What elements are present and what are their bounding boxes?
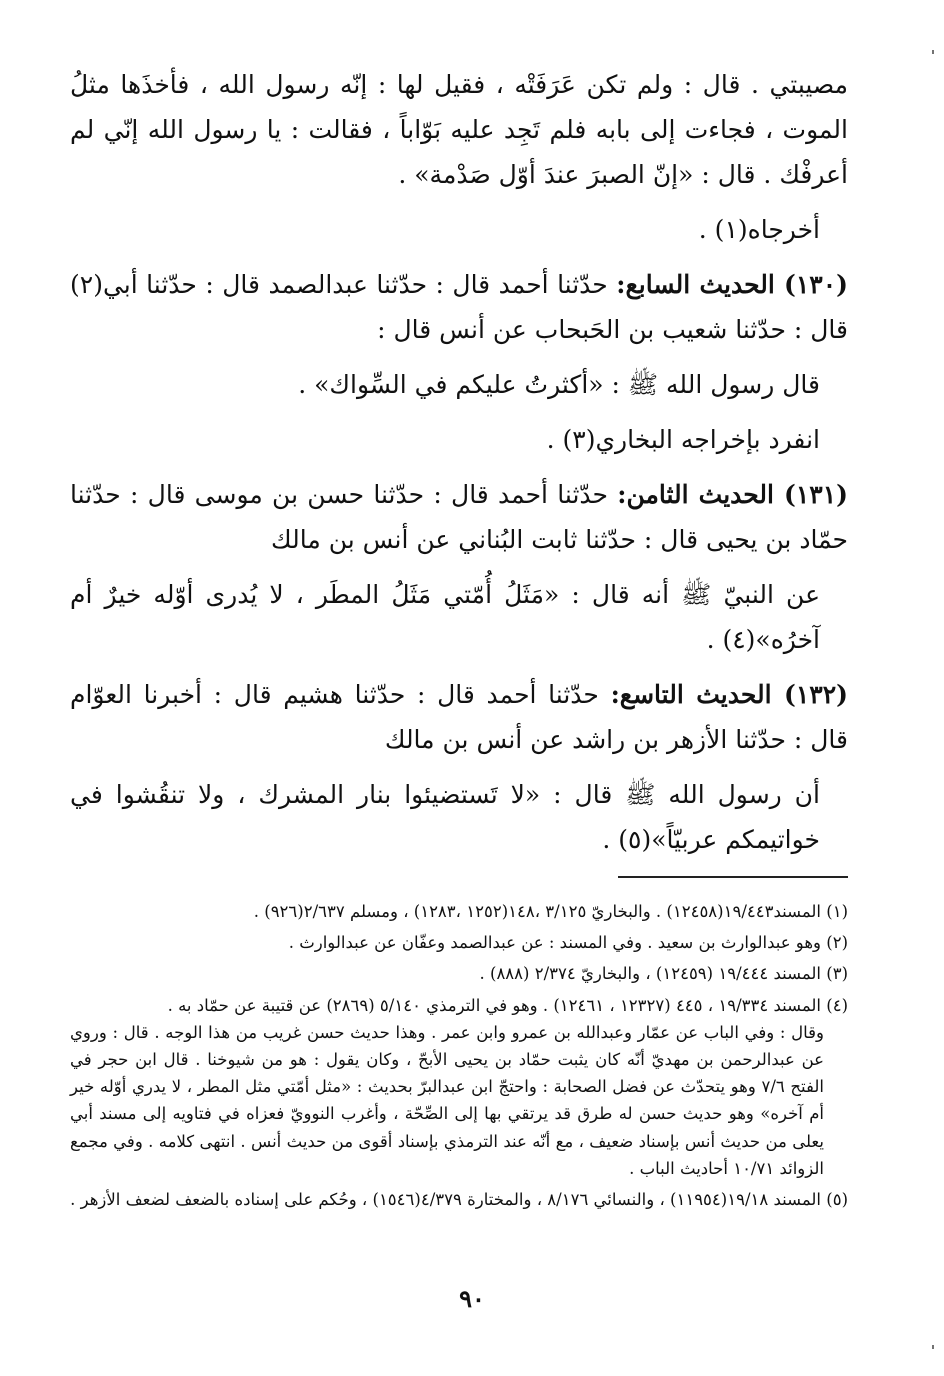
hadith-131-isnad <box>70 472 848 562</box>
paragraph-text: أن رسول الله ﷺ قال : «لا تَستضيئوا بنار المشرك ، ولا تنقُشوا في خواتيمكم عربيّاً»(٥) . <box>70 780 820 854</box>
paragraph-text: أخرجاه(١) . <box>698 215 820 244</box>
hadith-130-isnad <box>70 262 848 352</box>
footnote-number: (٣) <box>826 964 848 984</box>
hadith-heading: (١٣٠) الحديث السابع: <box>616 270 848 299</box>
hadith-132-matn <box>70 772 848 862</box>
footnote-number: (٢) <box>826 933 848 953</box>
footnote-4 <box>70 992 848 1182</box>
page-number: ٩٠ <box>459 1284 485 1313</box>
footnote-text: المسند١٩/٤٤٣(١٢٤٥٨) . والبخاريّ ٣/١٢٥ ،١٤٨(١٢٥٢ ،١٢٨٣) ، ومسلم ٢/٦٣٧(٩٢٦) . <box>253 902 821 921</box>
footnote-1 <box>70 898 848 925</box>
scan-mark <box>928 0 938 1376</box>
main-text <box>70 62 848 862</box>
hadith-132-isnad <box>70 672 848 762</box>
footnote-number: (١) <box>826 902 848 921</box>
footnote-text: المسند ١٩/٣٣٤ ، ٤٤٥ (١٢٣٢٧ ، ١٢٤٦١) . وهو في الترمذي ٥/١٤٠ (٢٨٦٩) عن قتيبة عن حمّاد به . <box>167 995 821 1015</box>
paragraph-text: حدّثنا أحمد قال : حدّثنا عبدالصمد قال : حدّثنا أبي(٢) قال : حدّثنا شعيب بن الحَبحاب عن أنس قال : <box>70 270 848 344</box>
footnote-separator <box>618 876 848 878</box>
footnote-number: (٥) <box>826 1190 848 1210</box>
paragraph-text: حدّثنا أحمد قال : حدّثنا حسن بن موسى قال : حدّثنا حمّاد بن يحيى قال : حدّثنا ثابت البُناني عن أنس بن مالك <box>70 480 848 554</box>
paragraph-continuation <box>70 62 848 197</box>
hadith-131-matn <box>70 572 848 662</box>
footnote-text: وقال : وفي الباب عن عمّار وعبدالله بن عمرو وابن عمر . وهذا حديث حسن غريب من هذا الوجه . قال : وروي عن عبدالرحمن بن مهديّ أنّه كان يثبت حمّاد بن يحيى الأبحّ ، وكان يقول : هو من شيوخنا . قال ابن حجر في الفتح ٧/٦ وهو يتحدّث عن فضل الصحابة : واحتجّ ابن عبدالبرّ بحديث : «مثل أمّتي مثل المطر ، لا يدري أوّله خير أم آخره» وهو حديث حسن له طرق قد يرتقي بها إلى الصِّحّة ، وأغرب النوويّ فعزاه في فتاويه إلى مسند أبي يعلى من حديث أنس بإسناد ضعيف ، مع أنّه عند الترمذي بإسناد أقوى من حديث أنس . انتهى كلامه . وفي مجمع الزوائد ١٠/٧١ أحاديث الباب . <box>70 1022 824 1178</box>
footnote-text: وهو عبدالوارث بن سعيد . وفي المسند : عن عبدالصمد وعفّان عن عبدالوارث . <box>288 933 821 953</box>
page-content <box>70 62 848 1217</box>
footnote-2 <box>70 929 848 956</box>
paragraph-takhrij <box>70 207 848 252</box>
hadith-heading: (١٣١) الحديث الثامن: <box>617 480 848 509</box>
footnote-text: المسند ١٩/١٨(١١٩٥٤) ، والنسائي ٨/١٧٦ ، والمختارة ٤/٣٧٩(١٥٤٦) ، وحُكم على إسناده بالضعف لضعف الأزهر . <box>70 1190 821 1210</box>
hadith-130-matn <box>70 362 848 407</box>
paragraph-text: قال رسول الله ﷺ : «أكثرتُ عليكم في السِّواك» . <box>298 370 820 399</box>
footnote-text: المسند ١٩/٤٤٤ (١٢٤٥٩) ، والبخاريّ ٢/٣٧٤ (٨٨٨) . <box>479 964 821 984</box>
paragraph-text: انفرد بإخراجه البخاري(٣) . <box>546 425 820 454</box>
paragraph-text: عن النبيّ ﷺ أنه قال : «مَثَلُ أُمّتي مَثَلُ المطَر ، لا يُدرى أوّله خيرٌ أم آخرُه»(٤) . <box>70 580 820 654</box>
paragraph-text: مصيبتي . قال : ولم تكن عَرَفَتْه ، فقيل لها : إنّه رسول الله ، فأخذَها مثلُ الموت ، فجاءت إلى بابه فلم تَجِد عليه بَوّاباً ، فقالت : يا رسول الله إنّي لم أعرفْك . قال : «إنّ الصبرَ عندَ أوّل صَدْمة» . <box>70 70 848 189</box>
footnote-5 <box>70 1186 848 1213</box>
footnote-3 <box>70 960 848 987</box>
footnotes <box>70 898 848 1213</box>
footnote-number: (٤) <box>826 995 848 1015</box>
hadith-130-takhrij <box>70 417 848 462</box>
paragraph-text: حدّثنا أحمد قال : حدّثنا هشيم قال : أخبرنا العوّام قال : حدّثنا الأزهر بن راشد عن أنس بن مالك <box>70 680 848 754</box>
hadith-heading: (١٣٢) الحديث التاسع: <box>610 680 848 709</box>
